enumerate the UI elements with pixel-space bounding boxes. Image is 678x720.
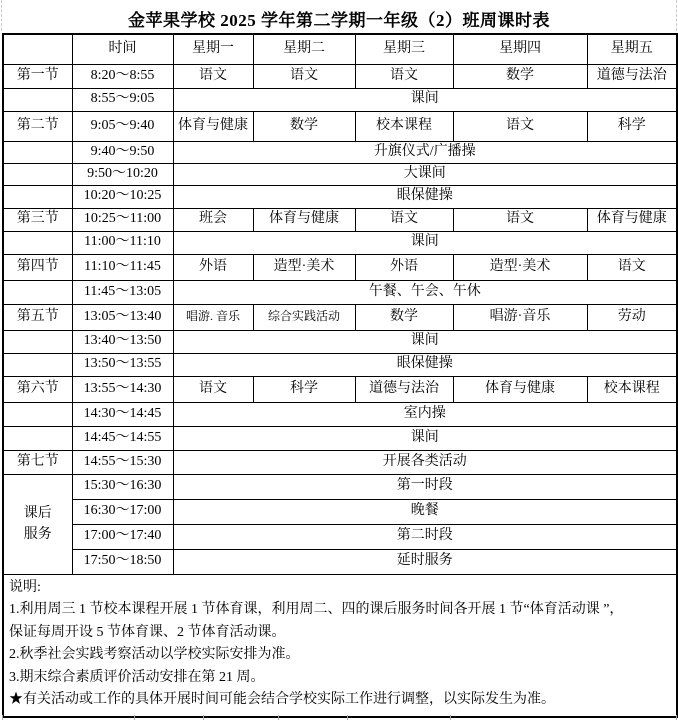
section-label	[3, 163, 72, 185]
subject-cell: 语文	[355, 208, 453, 231]
activity-cell: 延时服务	[173, 549, 677, 574]
timetable-body	[3, 34, 677, 717]
note-line: 保证每周开设 5 节体育课、2 节体育活动课。	[9, 624, 286, 640]
activity-cell: 课间	[173, 88, 677, 111]
subject-cell: 科学	[587, 111, 677, 141]
time-header: 时间	[72, 34, 173, 64]
subject-cell: 劳动	[587, 304, 677, 330]
day-header: 星期五	[587, 34, 677, 64]
notes-row	[3, 574, 677, 717]
subject-cell: 科学	[253, 376, 355, 402]
table-row	[3, 330, 677, 353]
section-label: 第三节	[3, 208, 72, 231]
activity-cell: 第一时段	[173, 474, 677, 499]
subject-cell: 唱游·音乐	[453, 304, 587, 330]
subject-cell: 语文	[173, 376, 253, 402]
partial-grid-line	[676, 715, 677, 720]
corner-cell	[3, 34, 72, 64]
subject-cell: 语文	[355, 64, 453, 88]
section-label: 第四节	[3, 254, 72, 280]
section-label-text: 课后服务	[23, 506, 52, 542]
activity-cell: 眼保健操	[173, 185, 677, 208]
activity-cell: 午餐、午会、午休	[173, 280, 677, 304]
subject-cell: 体育与健康	[173, 111, 253, 141]
table-row	[3, 524, 677, 549]
time-cell: 13:05～13:40	[72, 304, 173, 330]
subject-cell: 体育与健康	[453, 376, 587, 402]
section-label: 第六节	[3, 376, 72, 402]
note-line: ★有关活动或工作的具体开展时间可能会结合学校实际工作进行调整，以实际发生为准。	[9, 692, 555, 707]
section-label	[3, 402, 72, 426]
note-line: 说明:	[9, 579, 41, 595]
subject-cell: 体育与健康	[587, 208, 677, 231]
partial-grid-line	[134, 715, 135, 720]
time-cell: 11:45～13:05	[72, 280, 173, 304]
activity-cell: 课间	[173, 426, 677, 450]
table-row	[3, 304, 677, 330]
subject-cell: 班会	[173, 208, 253, 231]
activity-cell: 大课间	[173, 163, 677, 185]
table-row	[3, 549, 677, 574]
subject-cell: 校本课程	[355, 111, 453, 141]
section-label	[3, 185, 72, 208]
partial-grid-line	[450, 715, 451, 720]
activity-cell: 晚餐	[173, 499, 677, 524]
table-row	[3, 426, 677, 450]
subject-cell: 校本课程	[587, 376, 677, 402]
section-label	[3, 330, 72, 353]
section-label: 第一节	[3, 64, 72, 88]
subject-cell: 外语	[173, 254, 253, 280]
notes-cell	[3, 574, 677, 717]
section-label	[3, 88, 72, 111]
section-label	[3, 280, 72, 304]
table-row	[3, 450, 677, 474]
subject-cell: 语文	[173, 64, 253, 88]
table-row	[3, 280, 677, 304]
time-cell: 17:50～18:50	[72, 549, 173, 574]
activity-cell: 室内操	[173, 402, 677, 426]
subject-cell: 外语	[355, 254, 453, 280]
day-header: 星期二	[253, 34, 355, 64]
note-line: 1.利用周三 1 节校本课程开展 1 节体育课，利用周二、四的课后服务时间各开展 1 节“体育活动课 ”，	[9, 602, 624, 617]
time-cell: 17:00～17:40	[72, 524, 173, 549]
table-row	[3, 499, 677, 524]
timetable	[2, 33, 678, 718]
time-cell: 14:45～14:55	[72, 426, 173, 450]
subject-cell: 数学	[253, 111, 355, 141]
day-header: 星期四	[453, 34, 587, 64]
table-row	[3, 474, 677, 499]
subject-cell: 造型·美术	[453, 254, 587, 280]
subject-cell: 数学	[453, 64, 587, 88]
activity-cell: 课间	[173, 330, 677, 353]
subject-cell: 语文	[253, 64, 355, 88]
time-cell: 9:50～10:20	[72, 163, 173, 185]
subject-cell: 数学	[355, 304, 453, 330]
table-row	[3, 254, 677, 280]
time-cell: 10:25～11:00	[72, 208, 173, 231]
partial-grid-line	[203, 715, 204, 720]
section-label	[3, 474, 72, 574]
table-row	[3, 402, 677, 426]
section-label	[3, 426, 72, 450]
subject-cell: 体育与健康	[253, 208, 355, 231]
table-row	[3, 185, 677, 208]
table-row	[3, 64, 677, 88]
time-cell: 14:30～14:45	[72, 402, 173, 426]
table-row	[3, 208, 677, 231]
next-table-partial-row	[0, 715, 678, 720]
time-cell: 13:55～14:30	[72, 376, 173, 402]
header-row	[3, 34, 677, 64]
time-cell: 13:40～13:50	[72, 330, 173, 353]
section-label: 第五节	[3, 304, 72, 330]
subject-cell: 综合实践活动	[253, 304, 355, 330]
subject-cell: 语文	[453, 208, 587, 231]
partial-grid-line	[2, 715, 3, 720]
time-cell: 11:10～11:45	[72, 254, 173, 280]
time-cell: 13:50～13:55	[72, 353, 173, 376]
subject-cell: 唱游. 音乐	[173, 304, 253, 330]
time-cell: 16:30～17:00	[72, 499, 173, 524]
time-cell: 10:20～10:25	[72, 185, 173, 208]
activity-cell: 第二时段	[173, 524, 677, 549]
time-cell: 14:55～15:30	[72, 450, 173, 474]
section-label	[3, 353, 72, 376]
table-row	[3, 163, 677, 185]
time-cell: 15:30～16:30	[72, 474, 173, 499]
subject-cell: 语文	[587, 254, 677, 280]
time-cell: 8:55～9:05	[72, 88, 173, 111]
section-label	[3, 231, 72, 254]
note-line: 2.秋季社会实践考察活动以学校实际安排为准。	[9, 647, 300, 662]
activity-cell: 眼保健操	[173, 353, 677, 376]
partial-grid-line	[278, 715, 279, 720]
table-row	[3, 376, 677, 402]
table-row	[3, 88, 677, 111]
section-label: 第二节	[3, 111, 72, 141]
activity-cell: 升旗仪式/广播操	[173, 141, 677, 163]
table-row	[3, 141, 677, 163]
table-row	[3, 111, 677, 141]
table-row	[3, 353, 677, 376]
subject-cell: 道德与法治	[587, 64, 677, 88]
activity-cell: 课间	[173, 231, 677, 254]
note-line: 3.期末综合素质评价活动安排在第 21 周。	[9, 669, 265, 685]
section-label: 第七节	[3, 450, 72, 474]
subject-cell: 造型·美术	[253, 254, 355, 280]
time-cell: 9:40～9:50	[72, 141, 173, 163]
page-title: 金苹果学校 2025 学年第二学期一年级（2）班周课时表	[128, 11, 550, 30]
table-row	[3, 231, 677, 254]
time-cell: 9:05～9:40	[72, 111, 173, 141]
time-cell: 11:00～11:10	[72, 231, 173, 254]
subject-cell: 语文	[453, 111, 587, 141]
section-label	[3, 141, 72, 163]
subject-cell: 道德与法治	[355, 376, 453, 402]
activity-cell: 开展各类活动	[173, 450, 677, 474]
time-cell: 8:20～8:55	[72, 64, 173, 88]
day-header: 星期一	[173, 34, 253, 64]
partial-grid-line	[347, 715, 348, 720]
day-header: 星期三	[355, 34, 453, 64]
